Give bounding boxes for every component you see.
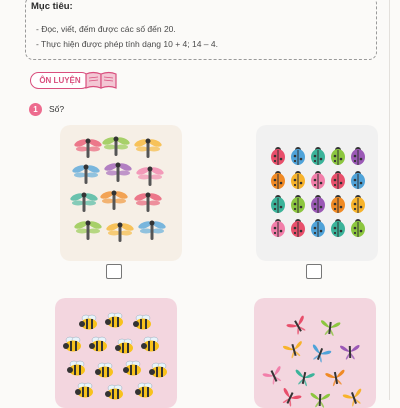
objective-item-2: - Thực hiện được phép tính dạng 10 + 4; 14 – 4. <box>36 39 218 49</box>
objective-item-1: - Đọc, viết, đếm được các số đến 20. <box>36 24 176 34</box>
answer-box-ladybug[interactable] <box>306 264 322 279</box>
ladybug-picture <box>256 125 378 261</box>
objectives-title: Mục tiêu: <box>31 1 73 12</box>
question-label: Số? <box>49 104 65 114</box>
answer-box-dragonfly[interactable] <box>106 264 122 279</box>
question-number-badge: 1 <box>29 103 42 116</box>
dragonfly-picture <box>60 125 182 261</box>
page-margin-line <box>389 0 390 400</box>
open-book-icon <box>84 70 118 90</box>
bee-picture <box>55 298 177 408</box>
practice-label: ÔN LUYỆN <box>30 72 90 89</box>
butterfly-picture <box>254 298 376 408</box>
practice-header <box>30 70 122 90</box>
